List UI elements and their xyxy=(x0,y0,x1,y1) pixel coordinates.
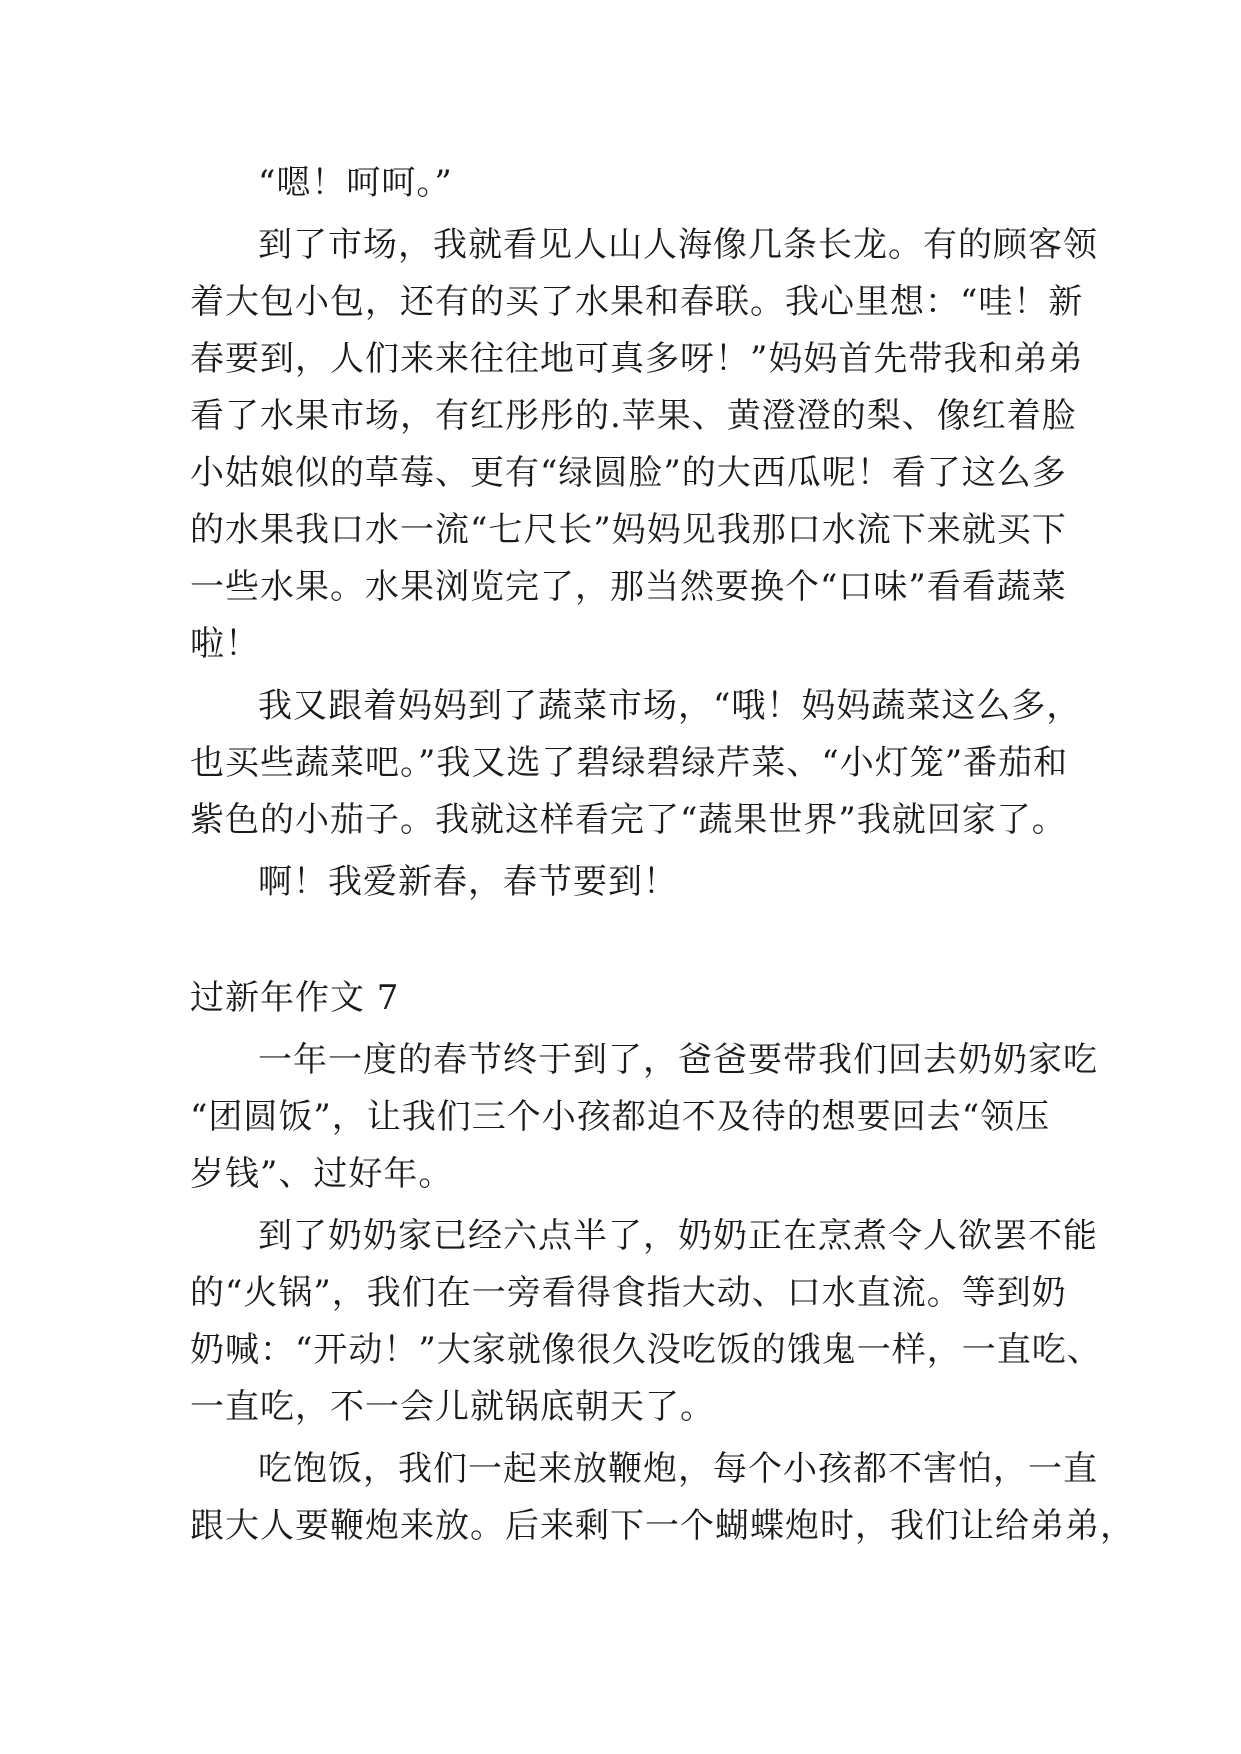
paragraph-line: 春要到，人们来来往往地可真多呀！”妈妈首先带我和弟弟 xyxy=(190,339,1084,379)
paragraph-line: “嗯！呵呵。” xyxy=(258,163,453,203)
paragraph-line: “团圆饭”，让我们三个小孩都迫不及待的想要回去“领压 xyxy=(190,1097,1051,1137)
paragraph-line: 的“火锅”，我们在一旁看得食指大动、口水直流。等到奶 xyxy=(190,1273,1067,1313)
paragraph-line: 一直吃，不一会儿就锅底朝天了。 xyxy=(190,1387,715,1427)
paragraph-line: 跟大人要鞭炮来放。后来剩下一个蝴蝶炮时，我们让给弟弟， xyxy=(190,1506,1135,1546)
paragraph-line: 啦！ xyxy=(190,624,260,664)
paragraph-line: 我又跟着妈妈到了蔬菜市场，“哦！妈妈蔬菜这么多， xyxy=(258,686,1082,726)
paragraph-line: 着大包小包，还有的买了水果和春联。我心里想：“哇！新 xyxy=(190,282,1084,322)
paragraph-line: 小姑娘似的草莓、更有“绿圆脸”的大西瓜呢！看了这么多 xyxy=(190,453,1067,493)
paragraph-line: 的水果我口水一流“七尺长”妈妈见我那口水流下来就买下 xyxy=(190,510,1067,550)
paragraph-line: 啊！我爱新春，春节要到！ xyxy=(258,862,678,902)
paragraph-line: 吃饱饭，我们一起来放鞭炮，每个小孩都不害怕，一直 xyxy=(258,1449,1098,1489)
paragraph-line: 到了市场，我就看见人山人海像几条长龙。有的顾客领 xyxy=(258,225,1098,265)
paragraph-line: 一年一度的春节终于到了，爸爸要带我们回去奶奶家吃 xyxy=(258,1040,1098,1080)
paragraph-line: 奶喊：“开动！”大家就像很久没吃饭的饿鬼一样，一直吃、 xyxy=(190,1330,1102,1370)
paragraph-line: 紫色的小茄子。我就这样看完了“蔬果世界”我就回家了。 xyxy=(190,800,1067,840)
section-heading: 过新年作文 7 xyxy=(190,978,400,1018)
paragraph-line: 一些水果。水果浏览完了，那当然要换个“口味”看看蔬菜 xyxy=(190,567,1067,607)
paragraph-line: 看了水果市场，有红彤彤的.苹果、黄澄澄的梨、像红着脸 xyxy=(190,396,1077,436)
paragraph-line: 到了奶奶家已经六点半了，奶奶正在烹煮令人欲罢不能 xyxy=(258,1216,1098,1256)
paragraph-line: 岁钱”、过好年。 xyxy=(190,1154,454,1194)
paragraph-line: 也买些蔬菜吧。”我又选了碧绿碧绿芹菜、“小灯笼”番茄和 xyxy=(190,743,1069,783)
